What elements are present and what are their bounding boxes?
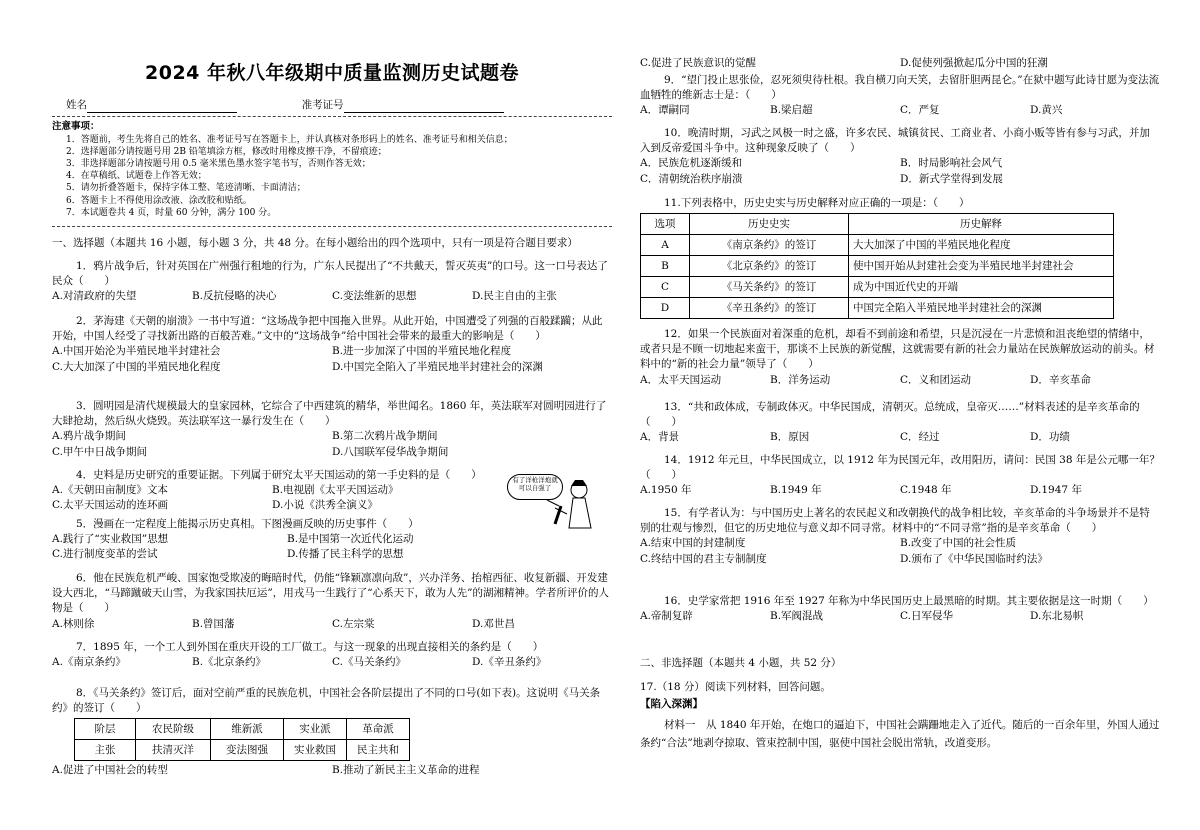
options — [52, 763, 612, 778]
section2-heading: 二、非选择题（本题共 4 小题，共 52 分） — [640, 657, 842, 669]
option-d[interactable]: D.中国完全陷入了半殖民地半封建社会的深渊 — [332, 360, 543, 373]
option-a[interactable]: A．谭嗣同 — [640, 104, 690, 117]
table-cell: 《北京条约》的签订 — [690, 256, 849, 277]
option-c[interactable]: C.1948 年 — [900, 484, 952, 497]
id-line — [66, 98, 504, 113]
table-row — [641, 298, 1114, 319]
option-b[interactable]: B.进一步加深了中国的半殖民地化程度 — [332, 345, 512, 358]
option-a[interactable]: A.促进了中国社会的转型 — [52, 764, 168, 777]
cartoon-speech-bubble: 有了洋枪洋炮就可以自强了 — [507, 474, 563, 500]
question-7 — [52, 640, 612, 670]
notice-item: 1．答题前，考生先将自己的姓名、准考证号写在答题卡上，并认真核对条形码上的姓名、准考证号和相关信息； — [66, 134, 513, 145]
table-cell: 变法图强 — [211, 740, 284, 761]
option-c[interactable]: C．清朝统治秩序崩溃 — [640, 172, 743, 185]
option-b[interactable]: B．原因 — [770, 431, 810, 444]
table-row — [641, 256, 1114, 277]
question-text: 1．鸦片战争后，针对英国在广州强行租地的行为，广东人民提出了“不共戴天，誓灭英夷”的口号。这一口号表达了民众（ ） — [52, 260, 608, 288]
table-cell: 扶清灭洋 — [136, 740, 211, 761]
question-text: 11.下列表格中，历史史实与历史解释对应正确的一项是：（ ） — [664, 197, 970, 209]
q8-continued — [640, 56, 1160, 71]
table-cell: 实业派 — [284, 719, 347, 740]
options — [640, 430, 1160, 445]
section1-heading: 一、选择题（本题共 16 小题，每小题 3 分，共 48 分。在每小题给出的四个选项中，只有一项是符合题目要求） — [52, 237, 578, 249]
question-10 — [640, 126, 1160, 187]
question-2 — [52, 314, 612, 375]
question-text: 16．史学家常把 1916 年至 1927 年称为中华民国历史上最黑暗的时期。其主要依据是这一时期（ ） — [664, 595, 1154, 607]
option-a[interactable]: A.中国开始沦为半殖民地半封建社会 — [52, 345, 221, 358]
option-d[interactable]: D.《辛丑条约》 — [472, 656, 547, 669]
table-cell: D — [641, 298, 690, 319]
option-d[interactable]: D.八国联军侵华战争期间 — [332, 445, 449, 458]
table-row — [75, 719, 410, 740]
question-3 — [52, 399, 612, 460]
options — [640, 373, 1160, 388]
option-a[interactable]: A．民族危机逐渐缓和 — [640, 157, 743, 170]
option-c[interactable]: C.终结中国的君主专制制度 — [640, 552, 767, 565]
option-b[interactable]: B.是中国第一次近代化运动 — [287, 533, 414, 546]
option-d[interactable]: D.东北易帜 — [1030, 610, 1084, 623]
option-c[interactable]: C.甲午中日战争期间 — [52, 445, 147, 458]
question-11 — [640, 196, 1160, 319]
option-d[interactable]: D.小说《洪秀全演义》 — [272, 499, 378, 512]
question-9 — [640, 73, 1160, 119]
table-row — [641, 235, 1114, 256]
option-c[interactable]: C.《马关条约》 — [332, 656, 406, 669]
question-text: 15．有学者认为：与中国历史上著名的农民起义和改朝换代的战争相比较，辛亥革命的斗争场景并不是特别的壮观与惨烈，但它的历史地位与意义却不同寻常。材料中的“不同寻常”指的是辛亥革命（ ） — [640, 507, 1150, 535]
option-a[interactable]: A．背景 — [640, 431, 680, 444]
option-a[interactable]: A.结束中国的封建制度 — [640, 537, 746, 550]
option-b[interactable]: B.改变了中国的社会性质 — [900, 537, 1017, 550]
option-b[interactable]: B.军阀混战 — [770, 610, 824, 623]
options — [52, 289, 612, 304]
q8-table — [74, 718, 410, 761]
option-b[interactable]: B.第二次鸦片战争期间 — [332, 430, 438, 443]
notice-item: 5．请勿折叠答题卡，保持字体工整、笔迹清晰、卡面清洁； — [66, 183, 306, 194]
notice-item: 3．非选择题部分请按题号用 0.5 毫米黑色墨水签字笔书写，否则作答无效； — [66, 159, 371, 170]
options — [640, 609, 1160, 624]
question-15 — [640, 506, 1160, 567]
option-d[interactable]: D.传播了民主科学的思想 — [287, 548, 404, 561]
id-field[interactable] — [344, 100, 504, 113]
table-cell: 《辛丑条约》的签订 — [690, 298, 849, 319]
option-c[interactable]: C.日军侵华 — [900, 610, 953, 623]
question-text: 4．史料是历史研究的重要证据。下列属于研究太平天国运动的第一手史料的是（ ） — [76, 469, 482, 481]
material-text: 材料一 从 1840 年开始，在炮口的逼迫下，中国社会蹒跚地走入了近代。随后的一百余年里，外国人通过条约“合法”地剥夺掠取、管束控制中国，驱使中国社会脱出常轨，改道变形。 — [640, 719, 1160, 750]
option-c[interactable]: C.促进了民族意识的觉醒 — [640, 57, 756, 69]
notice-block — [52, 121, 612, 219]
option-a[interactable]: A.帝制复辟 — [640, 610, 693, 623]
option-d[interactable]: D.1947 年 — [1030, 484, 1082, 497]
question-16 — [640, 594, 1160, 624]
option-b[interactable]: B．时局影响社会风气 — [900, 157, 1003, 170]
options — [640, 156, 1160, 186]
option-d[interactable]: D．新式学堂得到发展 — [900, 172, 1003, 185]
question-text: 8．《马关条约》签订后，面对空前严重的民族危机，中国社会各阶层提出了不同的口号(如下表)。这说明《马关条约》的签订（ ） — [52, 687, 601, 715]
option-a[interactable]: A.鸦片战争期间 — [52, 430, 126, 443]
question-text: 9．“望门投止思张俭，忍死须臾待杜根。我自横刀向天笑，去留肝胆两昆仑。”在狱中题写此诗甘愿为变法流血牺牲的维新志士是：（ ） — [640, 74, 1160, 102]
option-b[interactable]: B.1949 年 — [770, 484, 822, 497]
option-c[interactable]: C.左宗棠 — [332, 617, 375, 630]
table-cell: B — [641, 256, 690, 277]
options — [640, 56, 1160, 71]
table-header-cell: 历史解释 — [849, 214, 1114, 235]
option-b[interactable]: B.推动了新民主主义革命的进程 — [332, 764, 480, 777]
subsection-title: 【陷入深渊】 — [640, 698, 703, 710]
option-a[interactable]: A.对清政府的失望 — [52, 290, 137, 303]
option-a[interactable]: A.1950 年 — [640, 484, 692, 497]
table-cell: 使中国开始从封建社会变为半殖民地半封建社会 — [849, 256, 1114, 277]
question-text: 14．1912 年元旦，中华民国成立，以 1912 年为民国元年，改用阳历，请问：民国 38 年是公元哪一年？（ ） — [640, 454, 1160, 482]
question-text: 2．茅海建《天朝的崩溃》一书中写道：“这场战争把中国拖入世界。从此开始，中国遭受了列强的百般蹂躏；从此开始，中国人经受了寻找新出路的百般苦难。”文中的“这场战争”给中国社会带来的最重大的影响是（ ） — [52, 315, 603, 343]
option-a[interactable]: A.践行了“实业救国”思想 — [52, 533, 169, 546]
question-text: 13．“共和政体成，专制政体灭。中华民国成，清朝灭。总统成，皇帝灭……”材料表述的是辛亥革命的（ ） — [640, 401, 1140, 429]
option-c[interactable]: C．严复 — [900, 104, 940, 117]
question-8 — [52, 686, 612, 779]
table-cell: 成为中国近代史的开端 — [849, 277, 1114, 298]
question-4 — [52, 468, 492, 514]
material-1 — [640, 716, 1160, 753]
option-d[interactable]: D.颁布了《中华民国临时约法》 — [900, 552, 1048, 565]
option-b[interactable]: B.反抗侵略的决心 — [192, 290, 277, 303]
option-c[interactable]: C.大大加深了中国的半殖民地化程度 — [52, 360, 221, 373]
option-d[interactable]: D.邓世昌 — [472, 617, 515, 630]
option-b[interactable]: B.曾国藩 — [192, 617, 235, 630]
divider-bottom — [52, 226, 612, 227]
notice-heading: 注意事项： — [52, 121, 100, 132]
q11-table — [640, 213, 1114, 319]
options — [52, 429, 612, 459]
question-text: 5．漫画在一定程度上能揭示历史真相。下图漫画反映的历史事件（ ） — [76, 518, 419, 530]
question-1 — [52, 259, 612, 305]
table-cell: 民主共和 — [347, 740, 410, 761]
option-d[interactable]: D．辛亥革命 — [1030, 373, 1091, 386]
option-d[interactable]: D．功绩 — [1030, 431, 1070, 444]
table-cell: 农民阶级 — [136, 719, 211, 740]
table-cell: 中国完全陷入半殖民地半封建社会的深渊 — [849, 298, 1114, 319]
options — [640, 103, 1160, 118]
table-cell: 《马关条约》的签订 — [690, 277, 849, 298]
option-c[interactable]: C．义和团运动 — [900, 373, 972, 386]
option-b[interactable]: B.电视剧《太平天国运动》 — [272, 484, 399, 497]
page-title: 2024 年秋八年级期中质量监测历史试题卷 — [145, 62, 519, 84]
question-text: 7．1895 年，一个工人到外国在重庆开设的工厂做工。与这一现象的出现直接相关的条约是（ ） — [76, 641, 544, 653]
notice-item: 4．在草稿纸、试题卷上作答无效； — [66, 171, 207, 182]
table-row — [75, 740, 410, 761]
table-cell: 革命派 — [347, 719, 410, 740]
options — [640, 483, 1160, 498]
question-text: 12．如果一个民族面对着深重的危机，却看不到前途和希望，只是沉浸在一片悲愤和沮丧绝望的情绪中，或者只是不顾一切地起来蛮干，那谈不上民族的新觉醒，这就需要有新的社会力量站在民族解放运动的前头。材料中的“新的社会力量”领导了（ ） — [640, 328, 1155, 371]
notice-item: 7．本试题卷共 4 页，时量 60 分钟，满分 100 分。 — [66, 207, 277, 218]
table-cell: C — [641, 277, 690, 298]
table-header-cell: 历史史实 — [690, 214, 849, 235]
option-a[interactable]: A.《天朝田亩制度》文本 — [52, 484, 168, 497]
notice-item: 2．选择题部分请按题号用 2B 铅笔填涂方框，修改时用橡皮擦干净，不留痕迹； — [66, 146, 387, 157]
table-cell: A — [641, 235, 690, 256]
table-cell: 阶层 — [75, 719, 136, 740]
question-text: 10．晚清时期，习武之风极一时之盛，许多农民、城镇贫民、工商业者、小商小贩等皆有参与习武，并加入到反帝爱国斗争中。这种现象反映了（ ） — [640, 127, 1150, 155]
option-a[interactable]: A.《南京条约》 — [52, 656, 126, 669]
option-c[interactable]: C.变法维新的思想 — [332, 290, 417, 303]
options — [640, 536, 1160, 566]
table-cell: 《南京条约》的签订 — [690, 235, 849, 256]
option-c[interactable]: C.进行制度变革的尝试 — [52, 548, 158, 561]
table-header-cell: 选项 — [641, 214, 690, 235]
table-header-row — [641, 214, 1114, 235]
option-a[interactable]: A．太平天国运动 — [640, 373, 722, 386]
name-field[interactable] — [87, 100, 237, 113]
question-text: 6．他在民族危机严峻、国家饱受欺凌的晦暗时代，仍能“锋颖凛凛向敌”，兴办洋务、抬棺西征、收复新疆、开发建设大西北，“马蹄蹴破天山雪，为我家国扶厄运”，用戎马一生践行了“心系天下，敢为人先”的湖湘精神。学者所评价的人物是（ ） — [52, 572, 609, 615]
question-text: 3．圆明园是清代规模最大的皇家园林，它综合了中西建筑的精华，举世闻名。1860 年，英法联军对圆明园进行了大肆抢劫，然后纵火烧毁。英法联军这一暴行发生在（ ） — [52, 400, 607, 428]
question-17-title: 17.（18 分）阅读下列材料，回答问题。 — [640, 681, 831, 693]
option-b[interactable]: B.梁启超 — [770, 104, 813, 117]
table-cell: 实业救国 — [284, 740, 347, 761]
divider-top — [52, 116, 612, 117]
options — [52, 344, 612, 374]
question-13 — [640, 400, 1160, 446]
question-12 — [640, 327, 1160, 388]
table-cell: 大大加深了中国的半殖民地化程度 — [849, 235, 1114, 256]
table-row — [641, 277, 1114, 298]
options — [52, 617, 612, 632]
notice-item: 6．答题卡上不得使用涂改液、涂改胶和贴纸。 — [66, 195, 252, 206]
option-c[interactable]: C．经过 — [900, 431, 940, 444]
question-6 — [52, 571, 612, 632]
table-cell: 主张 — [75, 740, 136, 761]
option-a[interactable]: A.林则徐 — [52, 617, 95, 630]
options — [52, 655, 612, 670]
option-d[interactable]: D.促使列强掀起瓜分中国的狂潮 — [900, 57, 1048, 69]
option-b[interactable]: B．洋务运动 — [770, 373, 831, 386]
id-label: 准考证号 — [301, 99, 344, 111]
question-5 — [52, 517, 612, 563]
option-b[interactable]: B.《北京条约》 — [192, 656, 267, 669]
option-c[interactable]: C.太平天国运动的连环画 — [52, 499, 168, 512]
options — [52, 483, 492, 513]
name-label: 姓名 — [66, 99, 87, 111]
option-d[interactable]: D.民主自由的主张 — [472, 290, 557, 303]
option-d[interactable]: D.黄兴 — [1030, 104, 1063, 117]
table-cell: 维新派 — [211, 719, 284, 740]
question-14 — [640, 453, 1160, 499]
options — [52, 532, 522, 562]
